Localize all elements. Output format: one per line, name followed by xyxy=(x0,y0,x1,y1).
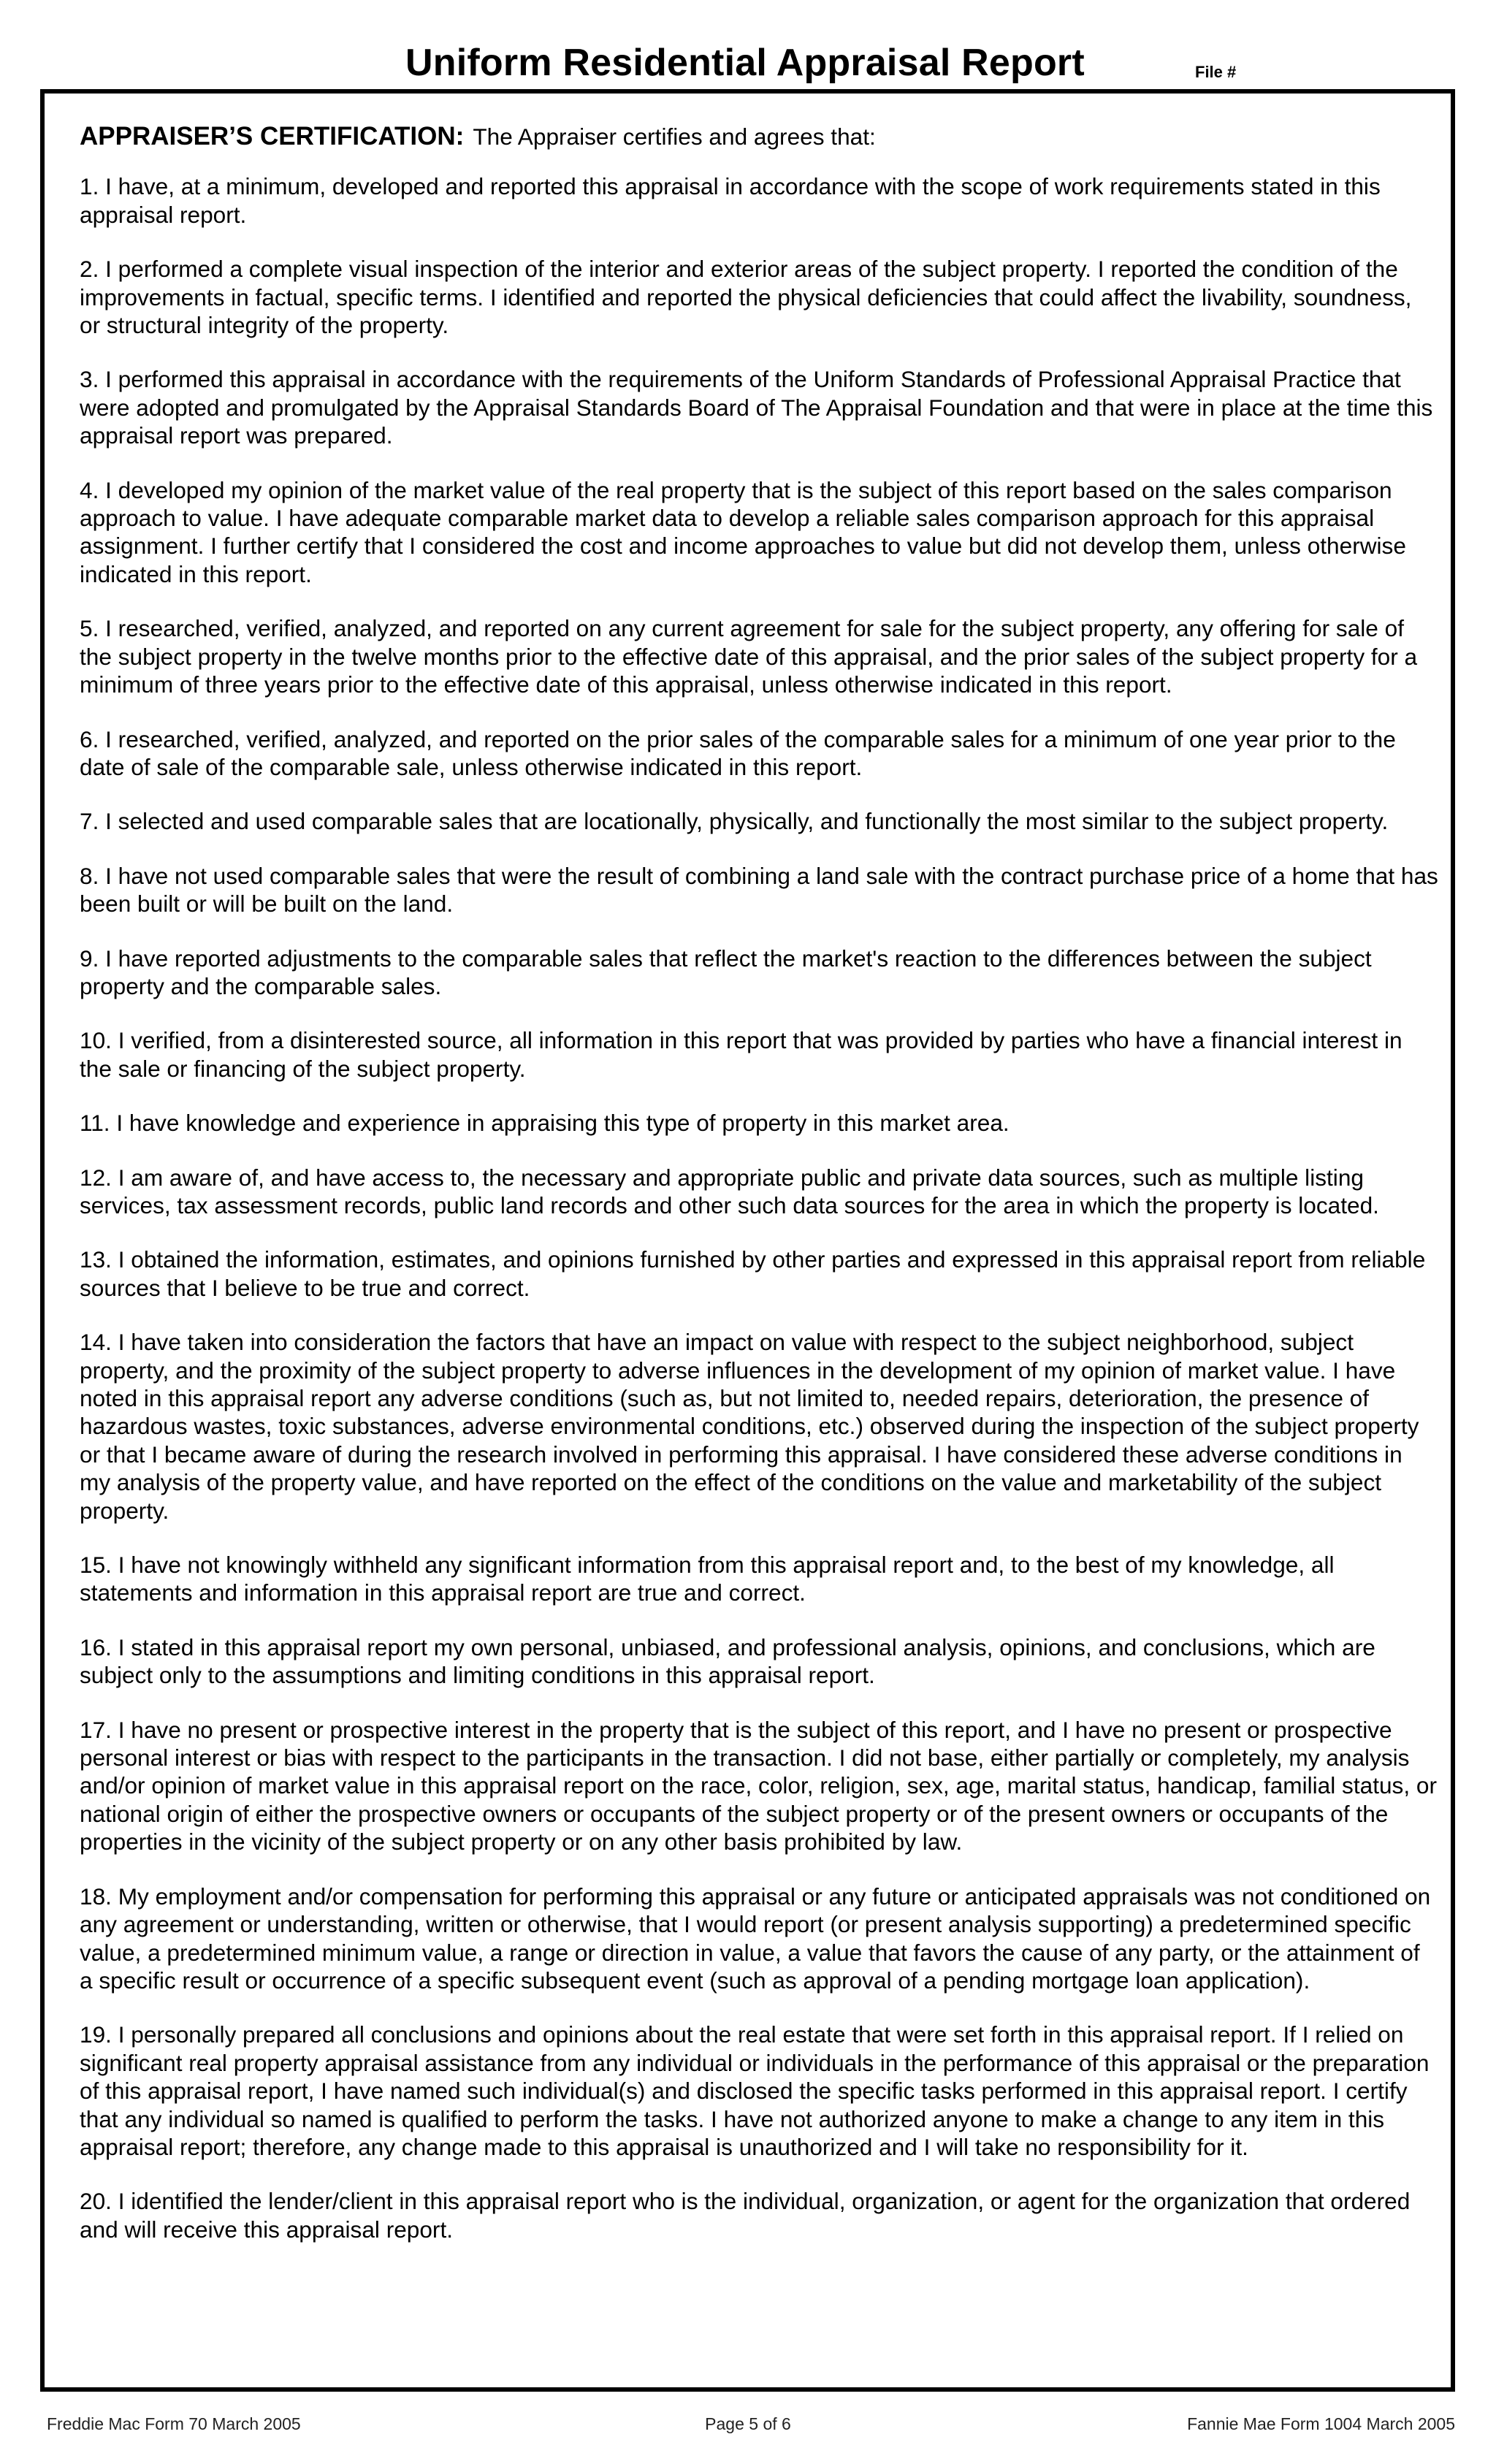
certification-item-11: 11. I have knowledge and experience in appraising this type of property in this market area. xyxy=(80,1110,1010,1137)
certification-item-1: 1. I have, at a minimum, developed and reported this appraisal in accordance with the scope of work requirements stated in this appraisal report. xyxy=(80,173,1381,228)
certification-item-4: 4. I developed my opinion of the market value of the real property that is the subject of this report based on the sales comparison approach to value. I have adequate comparable market data to develop a reliable sales comparison approach for this appraisal assignment. I further certify that I considered the cost and income approaches to value but did not develop them, unless otherwise indicated in this report. xyxy=(80,476,1406,587)
certification-item-5: 5. I researched, verified, analyzed, and reported on any current agreement for sale for the subject property, any offering for sale of the subject property in the twelve months prior to the effective date of this appraisal, and the prior sales of the subject property for a minimum of three years prior to the effective date of this appraisal, unless otherwise indicated in this report. xyxy=(80,615,1418,698)
page-footer xyxy=(0,2414,1496,2441)
footer-fannie-mae-form: Fannie Mae Form 1004 March 2005 xyxy=(1187,2414,1455,2433)
certification-item-7: 7. I selected and used comparable sales that are locationally, physically, and functionally the most similar to the subject property. xyxy=(80,808,1389,835)
certification-item-14: 14. I have taken into consideration the factors that have an impact on value with respect to the subject neighborhood, subject property, and the proximity of the subject property to adverse influences in the development of my opinion of market value. I have noted in this appraisal report any adverse conditions (such as, but not limited to, needed repairs, deterioration, the presence of hazardous wastes, toxic substances, adverse environmental conditions, etc.) observed during the inspection of the subject property or that I became aware of during the research involved in performing this appraisal. I have considered these adverse conditions in my analysis of the property value, and have reported on the effect of the conditions on the value and marketability of the subject property. xyxy=(80,1329,1419,1524)
certification-item-17: 17. I have no present or prospective interest in the property that is the subject of this report, and I have no present or prospective personal interest or bias with respect to the participants in the transaction. I did not base, either partially or completely, my analysis and/or opinion of market value in this appraisal report on the race, color, religion, sex, age, marital status, handicap, familial status, or national origin of either the prospective owners or occupants of the subject property or of the present owners or occupants of the properties in the vicinity of the subject property or on any other basis prohibited by law. xyxy=(80,1716,1437,1855)
certification-item-19: 19. I personally prepared all conclusions and opinions about the real estate that were set forth in this appraisal report. If I relied on significant real property appraisal assistance from any individual or individuals in the performance of this appraisal or the preparation of this appraisal report, I have named such individual(s) and disclosed the specific tasks performed in this appraisal report. I certify that any individual so named is qualified to perform the tasks. I have not authorized anyone to make a change to any item in this appraisal report; therefore, any change made to this appraisal is unauthorized and I will take no responsibility for it. xyxy=(80,2021,1430,2160)
certification-item-15: 15. I have not knowingly withheld any significant information from this appraisal report and, to the best of my knowledge, all statements and information in this appraisal report are true and correct. xyxy=(80,1552,1335,1606)
certification-intro: The Appraiser certifies and agrees that: xyxy=(473,123,876,150)
certification-item-3: 3. I performed this appraisal in accordance with the requirements of the Uniform Standards of Professional Appraisal Practice that were adopted and promulgated by the Appraisal Standards Board of The Appraisal Foundation and that were in place at the time this appraisal report was prepared. xyxy=(80,366,1433,449)
certification-item-10: 10. I verified, from a disinterested source, all information in this report that was provided by parties who have a financial interest in the sale or financing of the subject property. xyxy=(80,1027,1402,1082)
certification-item-6: 6. I researched, verified, analyzed, and reported on the prior sales of the comparable sales for a minimum of one year prior to the date of sale of the comparable sale, unless otherwise indicated in this report. xyxy=(80,725,1396,780)
certification-frame xyxy=(40,89,1455,2392)
certification-item-8: 8. I have not used comparable sales that were the result of combining a land sale with the contract purchase price of a home that has been built or will be built on the land. xyxy=(80,862,1438,918)
certification-content xyxy=(80,123,1438,2270)
file-number-label: File # xyxy=(1195,63,1237,81)
footer-freddie-mac-form: Freddie Mac Form 70 March 2005 xyxy=(47,2414,301,2433)
certification-item-12: 12. I am aware of, and have access to, the necessary and appropriate public and private data sources, such as multiple listing services, tax assessment records, public land records and other such data sources for the area in which the property is located. xyxy=(80,1164,1379,1218)
certification-item-13: 13. I obtained the information, estimates, and opinions furnished by other parties and expressed in this appraisal report from reliable sources that I believe to be true and correct. xyxy=(80,1246,1426,1301)
certification-item-18: 18. My employment and/or compensation for performing this appraisal or any future or anticipated appraisals was not conditioned on any agreement or understanding, written or otherwise, that I would report (or present analysis supporting) a predetermined specific value, a predetermined minimum value, a range or direction in value, a value that favors the cause of any party, or the attainment of a specific result or occurrence of a specific subsequent event (such as approval of a pending mortgage loan application). xyxy=(80,1883,1431,1994)
certification-item-20: 20. I identified the lender/client in this appraisal report who is the individual, organization, or agent for the organization that ordered and will receive this appraisal report. xyxy=(80,2188,1411,2243)
footer-page-number: Page 5 of 6 xyxy=(705,2414,791,2433)
certification-heading xyxy=(80,123,1438,150)
certification-title: APPRAISER’S CERTIFICATION: xyxy=(80,122,465,150)
certification-item-2: 2. I performed a complete visual inspection of the interior and exterior areas of the subject property. I reported the condition of the improvements in factual, specific terms. I identified and reported the physical deficiencies that could affect the livability, soundness, or structural integrity of the property. xyxy=(80,256,1412,339)
certification-item-9: 9. I have reported adjustments to the comparable sales that reflect the market's reaction to the differences between the subject property and the comparable sales. xyxy=(80,945,1372,999)
report-title: Uniform Residential Appraisal Report xyxy=(405,42,1085,84)
certification-item-16: 16. I stated in this appraisal report my own personal, unbiased, and professional analysis, opinions, and conclusions, which are subject only to the assumptions and limiting conditions in this appraisal report. xyxy=(80,1633,1375,1689)
